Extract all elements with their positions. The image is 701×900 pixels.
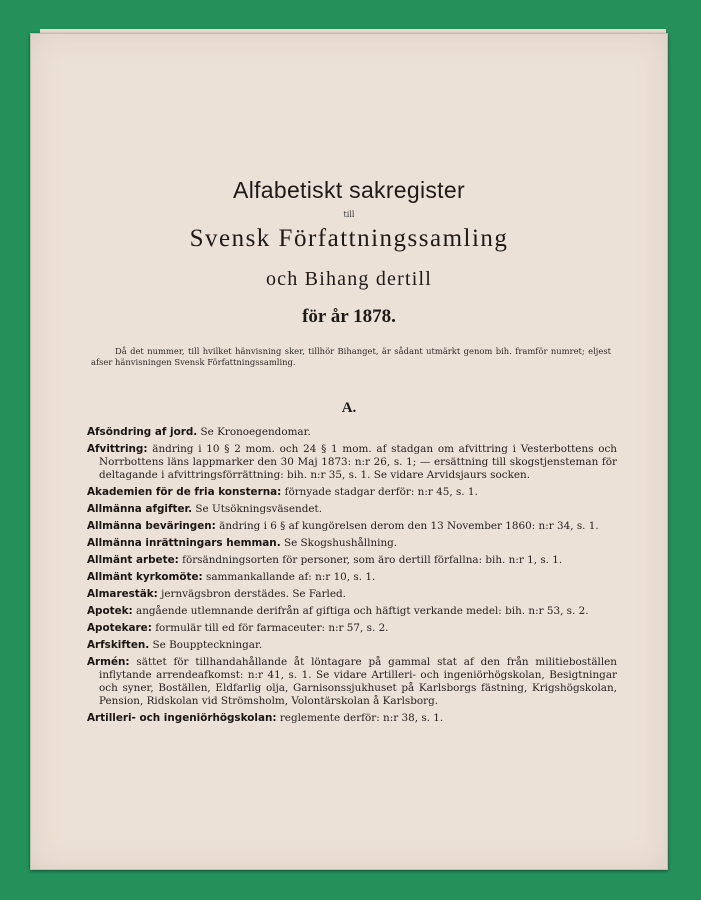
list-item	[87, 426, 617, 439]
entry-head: Almarestäk:	[87, 588, 158, 600]
reference-note: Då det nummer, till hvilket hänvisning sker, tillhör Bihanget, är sådant utmärkt genom bih. framför numret; eljest afser hänvisningen Svensk Författningssamling.	[91, 346, 611, 367]
entry-head: Allmänt kyrkomöte:	[87, 571, 203, 583]
entry-head: Afsöndring af jord.	[87, 426, 198, 438]
entry-body: förnyade stadgar derför: n:r 45, s. 1.	[284, 486, 478, 498]
list-item	[87, 443, 617, 482]
entry-body: jernvägsbron derstädes. Se Farled.	[161, 588, 346, 600]
entry-body: Se Bouppteckningar.	[152, 639, 263, 651]
list-item	[87, 554, 617, 567]
list-item	[87, 486, 617, 499]
entry-head: Apotekare:	[87, 622, 152, 634]
title-line-2: Svensk Författningssamling	[189, 225, 509, 252]
entry-head: Afvittring:	[87, 443, 148, 455]
entry-head: Allmänna afgifter.	[87, 503, 193, 515]
entry-head: Allmänt arbete:	[87, 554, 179, 566]
entry-body: ändring i 6 § af kungörelsen derom den 13 November 1860: n:r 34, s. 1.	[219, 520, 599, 532]
list-item	[87, 520, 617, 533]
section-letter: A.	[341, 400, 357, 416]
title-line-1: Alfabetiskt sakregister	[233, 177, 465, 203]
entry-body: Se Kronoegendomar.	[200, 426, 311, 438]
title-till: till	[343, 210, 355, 219]
entry-body: sammankallande af: n:r 10, s. 1.	[206, 571, 376, 583]
list-item	[87, 537, 617, 550]
entry-body: Se Utsökningsväsendet.	[195, 503, 323, 515]
entry-head: Artilleri- och ingeniörhögskolan:	[87, 712, 277, 724]
register-entries	[87, 426, 617, 729]
entry-body: formulär till ed för farmaceuter: n:r 57, s. 2.	[155, 622, 389, 634]
document-page	[30, 33, 668, 870]
title-line-3: och Bihang dertill	[265, 268, 432, 290]
list-item	[87, 503, 617, 516]
list-item	[87, 605, 617, 618]
list-item	[87, 712, 617, 725]
list-item	[87, 656, 617, 708]
title-year: för år 1878.	[302, 306, 396, 327]
entry-body: försändningsorten för personer, som äro dertill förfallna: bih. n:r 1, s. 1.	[182, 554, 563, 566]
entry-head: Akademien för de fria konsterna:	[87, 486, 282, 498]
list-item	[87, 571, 617, 584]
entry-head: Allmänna beväringen:	[87, 520, 216, 532]
list-item	[87, 588, 617, 601]
entry-head: Allmänna inrättningars hemman.	[87, 537, 281, 549]
entry-body: ändring i 10 § 2 mom. och 24 § 1 mom. af stadgan om afvittring i Vesterbottens och Norrbottens läns lappmarker den 30 Maj 1873: n:r 26, s. 1; — ersättning till skogstjensteman för deltagande i afvittringsförrättning: bih. n:r 35, s. 1. Se vidare Arvidsjaurs socken.	[99, 443, 617, 481]
list-item	[87, 622, 617, 635]
entry-head: Armén:	[87, 656, 130, 668]
entry-body: sättet för tillhandahållande åt löntagare på gammal stat af den från militieboställen inflytande arrendeafkomst: n:r 41, s. 1. Se vidare Artilleri- och ingeniörhögskolan, Besigtningar och syner, Boställen, Eldfarlig olja, Garnisonssjukhuset på Karlsborgs fästning, Krigshögskolan, Pension, Ridskolan vid Strömsholm, Volontärskolan å Karlsborg.	[99, 656, 617, 707]
entry-body: angående utlemnande derifrån af giftiga och häftigt verkande medel: bih. n:r 53, s. 2.	[136, 605, 589, 617]
entry-body: reglemente derför: n:r 38, s. 1.	[279, 712, 444, 724]
entry-head: Arfskiften.	[87, 639, 150, 651]
entry-body: Se Skogshushållning.	[283, 537, 398, 549]
entry-head: Apotek:	[87, 605, 133, 617]
list-item	[87, 639, 617, 652]
